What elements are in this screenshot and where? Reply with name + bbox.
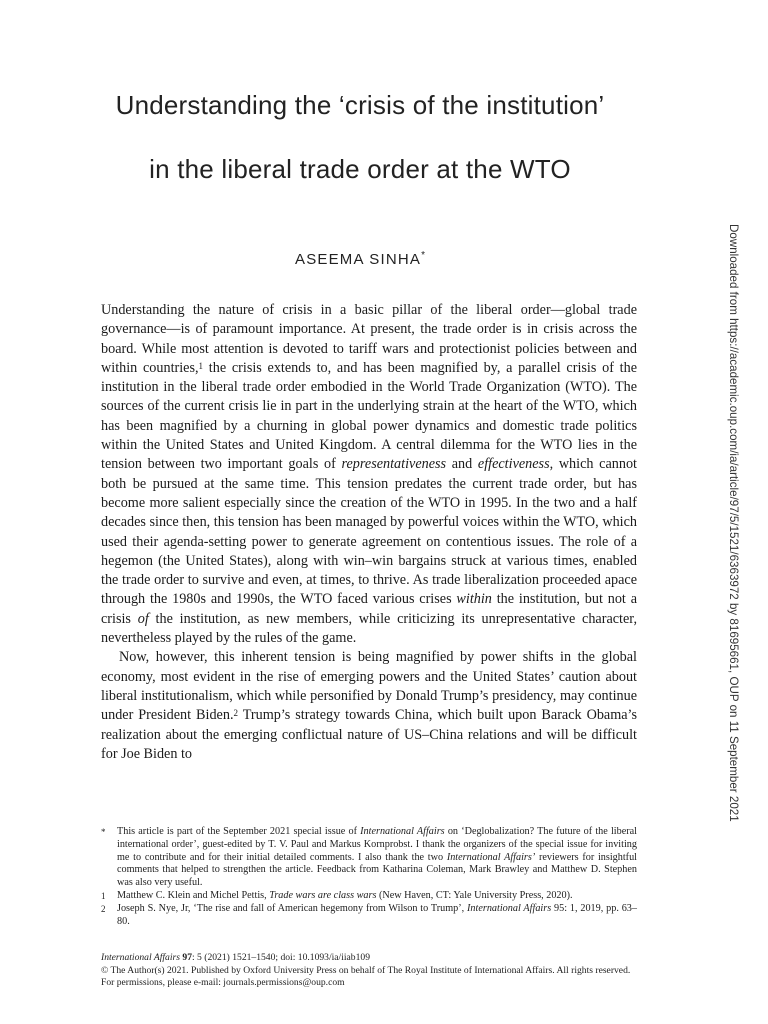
body-paragraph-1 [101,301,637,648]
footnote-1-mark: 1 [101,890,106,901]
author-footnote-marker[interactable]: * [421,250,425,261]
footnotes [101,826,637,928]
citation-details: : 5 (2021) 1521–1540; doi: 10.1093/ia/iiab109 [191,952,370,963]
p1-emphasis-of: of [137,610,149,627]
p1-emphasis-representativeness: representativeness [341,456,447,473]
journal-imprint [101,952,641,990]
journal-volume: 97 [182,952,192,963]
p1-emphasis-effectiveness: effectiveness [477,456,550,473]
footnote-ref-1[interactable]: 1 [198,360,204,371]
journal-name: International Affairs [101,952,180,963]
article-title [60,80,660,194]
footnote-1-text-a: Matthew C. Klein and Michel Pettis, [117,889,270,901]
p1-text-e: the institution, but not a crisis [101,591,637,627]
footnote-1-book-title: Trade wars are class wars [269,889,377,901]
p1-text-b: the crisis extends to, and has been magnified by, a parallel crisis of the institution in the liberal trade order embodied in the World Trade Organization (WTO). The sources of the current crisis lie in part in the underlying strain at the heart of the WTO, which has been magnified by a churning in global power dynamics and domestic trade politics within the United States and United Kingdom. A central dilemma for the WTO lies in the tension between two important goals of [101,359,637,473]
body-paragraph-2 [101,648,637,764]
author-line [60,250,660,268]
download-watermark-text: Downloaded from https://academic.oup.com/ia/article/97/5/1521/6363972 by 81695661, OUP on 11 September 2021 [727,224,740,822]
footnote-2-text-b: 95: 1, 2019, pp. 63–80. [117,902,637,927]
p1-text-d: , which cannot both be pursued at the same time. This tension predates the current trade order, but has become more salient especially since the creation of the WTO in 1995. In the two and a half decades since then, this tension has been managed by powerful voices within the WTO, which used their agenda-setting power to generate agreement on contentious issues. The role of a hegemon (the United States), along with win–win bargains struck at various times, enabled the trade order to survive and even, at times, to thrive. As trade liberalization proceeded apace through the 1980s and 1990s, the WTO faced various crises [101,456,637,608]
download-watermark [724,224,744,830]
footnote-1 [101,890,637,903]
footnote-ref-2[interactable]: 2 [233,708,238,719]
footnote-star-journal-1: International Affairs [360,826,445,837]
footnote-2-journal: International Affairs [467,902,552,914]
footnote-star-mark: * [101,827,106,837]
p1-text-c: and [446,456,478,473]
author-name: ASEEMA SINHA [294,251,422,268]
p1-emphasis-within: within [456,591,492,608]
footnote-2 [101,903,637,929]
p1-text-f: the institution, as new members, while criticizing its unrepresentative character, nevertheless played by the rules of the game. [101,610,637,647]
footnote-2-text-a: Joseph S. Nye, Jr, ‘The rise and fall of American hegemony from Wilson to Trump’, [117,902,468,914]
title-line-1: Understanding the ‘crisis of the institution’ [115,90,605,120]
footnote-2-mark: 2 [101,903,106,914]
copyright-notice: © The Author(s) 2021. Published by Oxford University Press on behalf of The Royal Institute of International Affairs. All rights reserved. For permissions, please e-mail: journals.permissions@oup.com [101,964,631,989]
footnote-star-journal-2: International Affairs’ [446,851,536,863]
footnote-star-text-c: reviewers for insightful comments that helped to strengthen the article. Feedback from Katharina Coleman, Mark Brawley and Matthew D. Stephen was also very useful. [117,851,637,889]
footnote-1-text-b: (New Haven, CT: Yale University Press, 2020). [376,889,573,901]
title-line-2: in the liberal trade order at the WTO [149,154,571,184]
article-body [101,301,637,764]
p2-text-b: Trump’s strategy towards China, which built upon Barack Obama’s realization about the emerging conflictual nature of US–China relations and will be difficult for Joe Biden to [101,707,638,762]
p1-text-a: Understanding the nature of crisis in a basic pillar of the liberal order—global trade governance—is of paramount importance. At present, the trade order is in crisis across the board. While most attention is devoted to tariff wars and protectionist policies between and within countries, [101,302,637,376]
p2-text-a: Now, however, this inherent tension is being magnified by power shifts in the global economy, most evident in the rise of emerging powers and the United States’ caution about liberal institutionalism, which while personified by Donald Trump’s presidency, may continue under President Biden. [101,649,637,724]
footnote-star [101,826,637,890]
footnote-star-text-b: on ‘Deglobalization? The future of the liberal international order’, guest-edited by T. V. Paul and Markus Kornprobst. I thank the organizers of the special issue for inviting me to contribute and for their initial detailed comments. I also thank the two [117,826,637,863]
footnote-star-text-a: This article is part of the September 2021 special issue of [117,826,361,837]
citation-line [101,952,641,965]
